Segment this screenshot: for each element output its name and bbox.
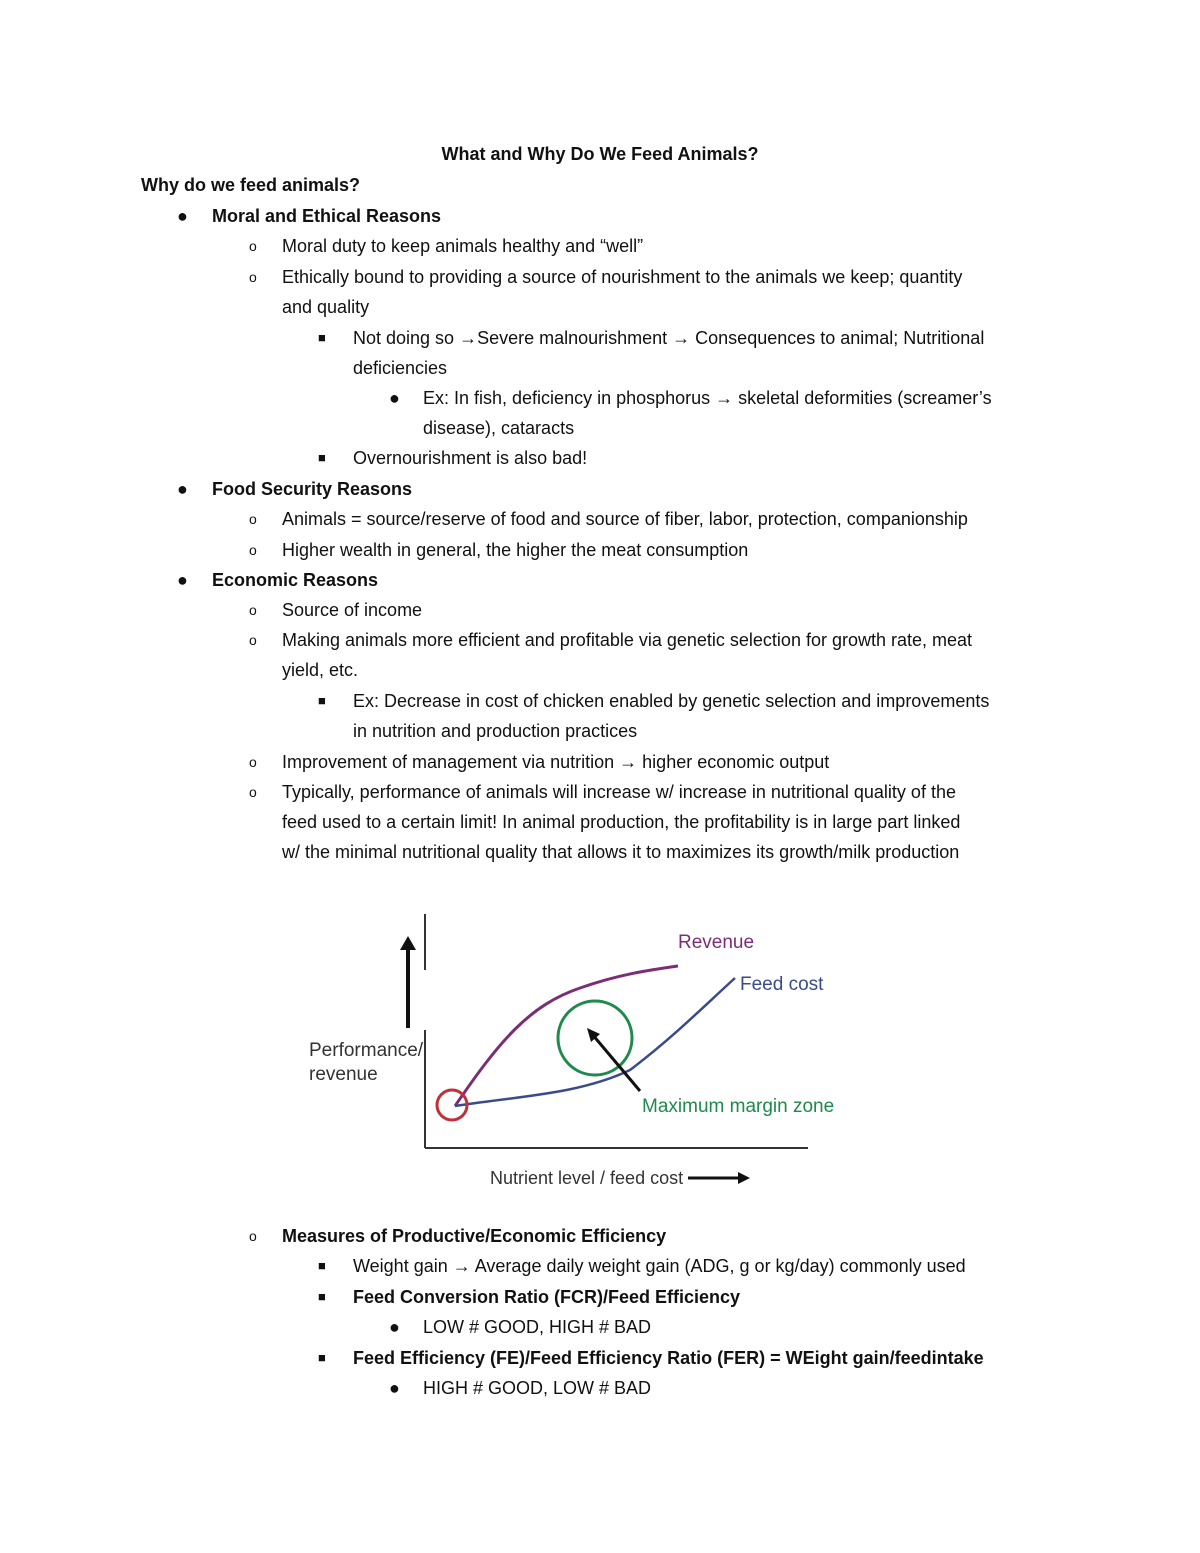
- revenue-line: [455, 966, 678, 1106]
- margin-chart: [0, 900, 1200, 1200]
- disc-bullet-icon: ●: [389, 1317, 400, 1337]
- square-bullet-icon: ■: [318, 450, 326, 465]
- square-bullet-icon: ■: [318, 1258, 326, 1273]
- list-item: Overnourishment is also bad!: [353, 448, 588, 468]
- list-item: Ex: In fish, deficiency in phosphorus → skeletal deformities (screamer’s: [423, 388, 992, 408]
- circle-bullet-icon: o: [249, 754, 257, 770]
- square-bullet-icon: ■: [318, 330, 326, 345]
- moral-reasons-label: Moral and Ethical Reasons: [212, 206, 442, 226]
- disc-bullet-icon: ●: [389, 1378, 400, 1398]
- list-item: HIGH # GOOD, LOW # BAD: [423, 1378, 652, 1398]
- circle-bullet-icon: o: [249, 632, 257, 648]
- list-item: Not doing so →Severe malnourishment → Consequences to animal; Nutritional: [353, 328, 985, 348]
- list-item-continued: yield, etc.: [282, 660, 359, 680]
- margin-zone-annotation: Maximum margin zone: [642, 1096, 835, 1117]
- up-arrowhead-icon: [400, 936, 416, 950]
- list-item: Typically, performance of animals will increase w/ increase in nutritional quality of the: [282, 782, 956, 802]
- x-axis-label: Nutrient level / feed cost: [490, 1168, 684, 1188]
- list-item: Feed Efficiency (FE)/Feed Efficiency Ratio (FER) = WEight gain/feedintake: [353, 1348, 984, 1368]
- square-bullet-icon: ■: [318, 693, 326, 708]
- list-item-continued: deficiencies: [353, 358, 448, 378]
- circle-bullet-icon: o: [249, 602, 257, 618]
- y-axis-label: Performance/: [309, 1040, 424, 1061]
- list-item-continued: in nutrition and production practices: [353, 721, 638, 741]
- disc-bullet-icon: ●: [177, 206, 188, 226]
- list-item: Feed Conversion Ratio (FCR)/Feed Efficiency: [353, 1287, 741, 1307]
- square-bullet-icon: ■: [318, 1289, 326, 1304]
- circle-bullet-icon: o: [249, 784, 257, 800]
- revenue-legend-label: Revenue: [678, 932, 755, 953]
- food-security-label: Food Security Reasons: [212, 479, 413, 499]
- section-heading: Why do we feed animals?: [141, 175, 361, 195]
- disc-bullet-icon: ●: [177, 479, 188, 499]
- page-title: What and Why Do We Feed Animals?: [441, 144, 759, 164]
- circle-bullet-icon: o: [249, 511, 257, 527]
- circle-bullet-icon: o: [249, 1228, 257, 1244]
- list-item: Higher wealth in general, the higher the meat consumption: [282, 540, 749, 560]
- list-item: Source of income: [282, 600, 423, 620]
- list-item: Ex: Decrease in cost of chicken enabled by genetic selection and improvements: [353, 691, 990, 711]
- disc-bullet-icon: ●: [177, 570, 188, 590]
- y-axis-label-line2: revenue: [309, 1064, 378, 1085]
- list-item-continued: disease), cataracts: [423, 418, 575, 438]
- list-item: Ethically bound to providing a source of nourishment to the animals we keep; quantity: [282, 267, 963, 287]
- list-item: Moral duty to keep animals healthy and “well”: [282, 236, 644, 256]
- disc-bullet-icon: ●: [389, 388, 400, 408]
- list-item-continued: w/ the minimal nutritional quality that allows it to maximizes its growth/milk production: [282, 842, 960, 862]
- feed-cost-line: [455, 978, 735, 1106]
- list-item: Improvement of management via nutrition → higher economic output: [282, 752, 830, 772]
- list-item-continued: and quality: [282, 297, 370, 317]
- list-item: LOW # GOOD, HIGH # BAD: [423, 1317, 652, 1337]
- circle-bullet-icon: o: [249, 238, 257, 254]
- list-item: Weight gain → Average daily weight gain (ADG, g or kg/day) commonly used: [353, 1256, 966, 1276]
- list-item: Animals = source/reserve of food and source of fiber, labor, protection, companionship: [282, 509, 968, 529]
- list-item: Making animals more efficient and profitable via genetic selection for growth rate, meat: [282, 630, 973, 650]
- economic-reasons-label: Economic Reasons: [212, 570, 379, 590]
- circle-bullet-icon: o: [249, 542, 257, 558]
- list-item-continued: feed used to a certain limit! In animal production, the profitability is in large part linked: [282, 812, 961, 832]
- feed-cost-legend-label: Feed cost: [740, 974, 824, 995]
- right-arrowhead-icon: [738, 1172, 750, 1184]
- circle-bullet-icon: o: [249, 269, 257, 285]
- measures-label: Measures of Productive/Economic Efficiency: [282, 1226, 667, 1246]
- square-bullet-icon: ■: [318, 1350, 326, 1365]
